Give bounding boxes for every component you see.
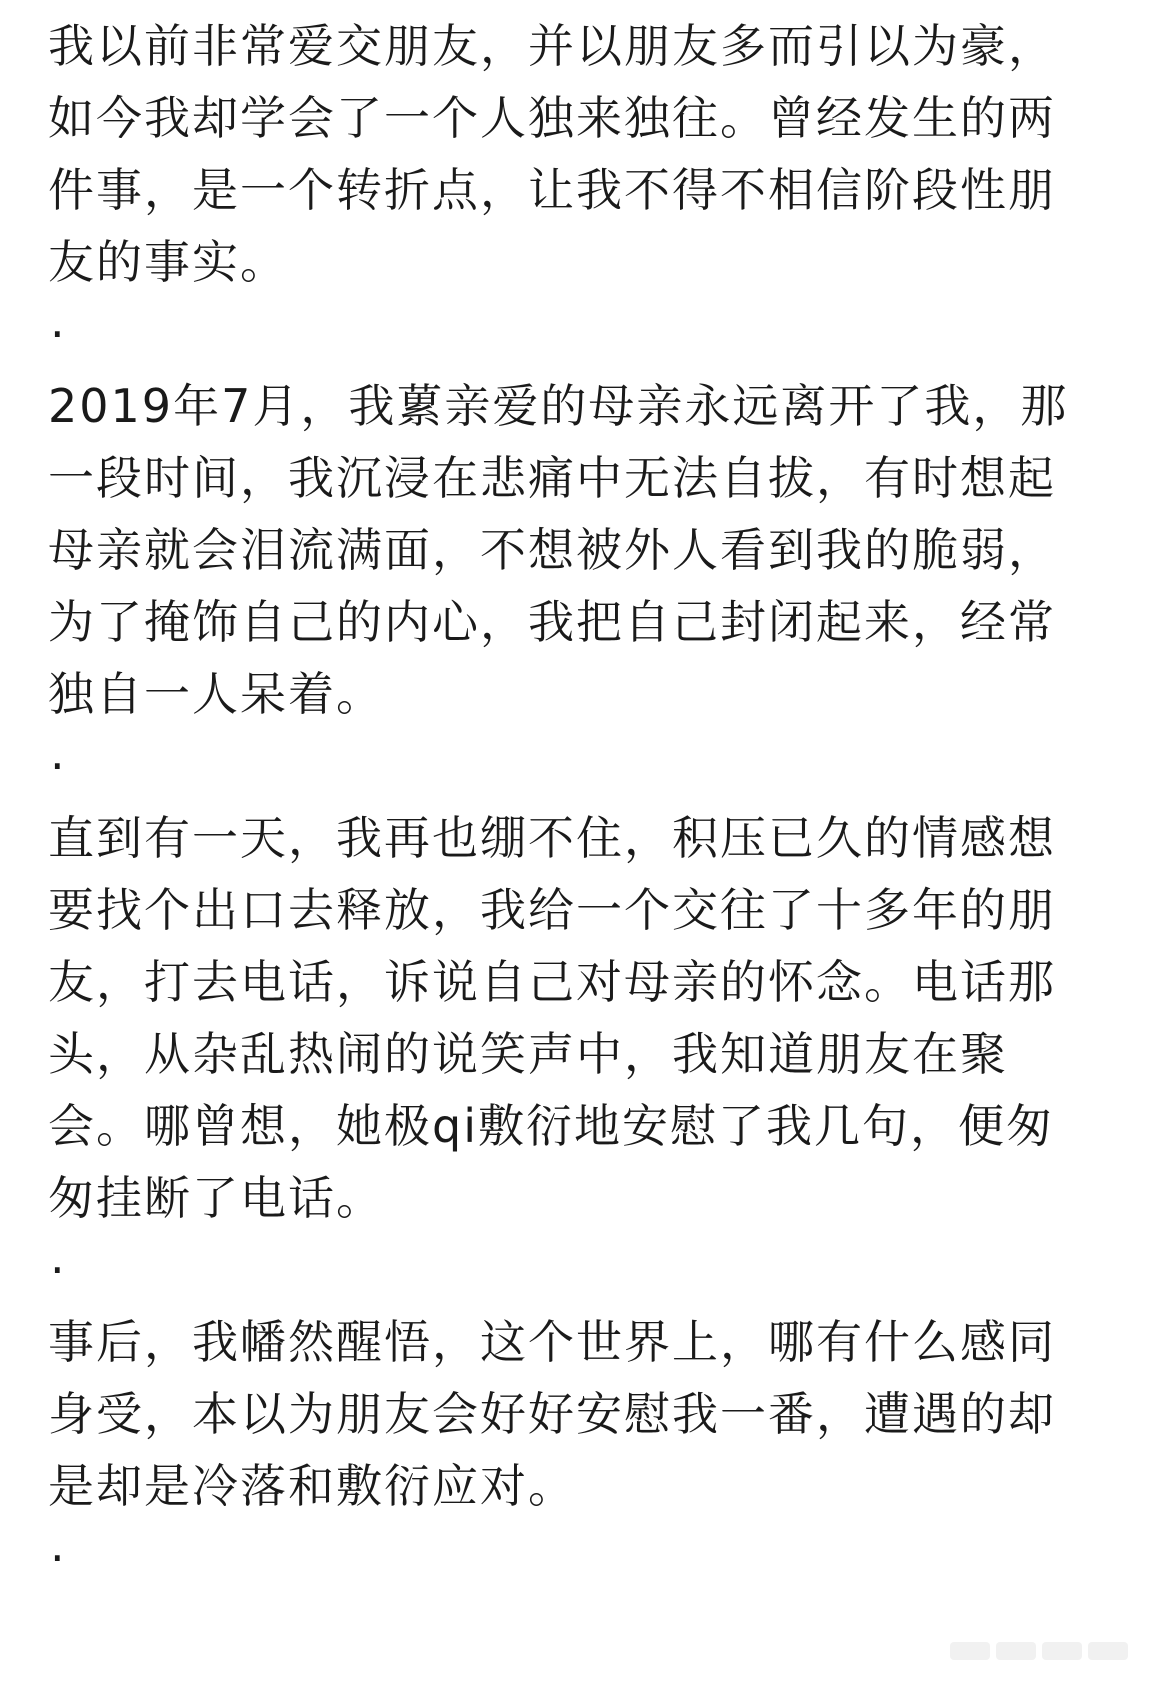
separator-dot: · bbox=[50, 1243, 65, 1297]
watermark-mark bbox=[1042, 1642, 1082, 1660]
separator-dot: · bbox=[50, 1531, 65, 1585]
watermark-mark bbox=[950, 1642, 990, 1660]
watermark-mark bbox=[1088, 1642, 1128, 1660]
watermark bbox=[950, 1642, 1128, 1660]
paragraph-1: 我以前非常爱交朋友，并以朋友多而引以为豪，如今我却学会了一个人独来独往。曾经发生的两件事，是一个转折点，让我不得不相信阶段性朋友的事实。 bbox=[48, 19, 1056, 289]
separator-dot: · bbox=[50, 307, 65, 361]
paragraph-2: 2019年7月，我蔂亲爱的母亲永远离开了我，那一段时间，我沉浸在悲痛中无法自拔，有时想起母亲就会泪流满面，不想被外人看到我的脆弱，为了掩饰自己的内心，我把自己封闭起来，经常独自一人呆着。 bbox=[48, 379, 1069, 721]
watermark-mark bbox=[996, 1642, 1036, 1660]
article-body bbox=[48, 10, 1080, 1594]
separator-dot: · bbox=[50, 739, 65, 793]
paragraph-4: 事后，我幡然醒悟，这个世界上，哪有什么感同身受，本以为朋友会好好安慰我一番，遭遇的却是却是冷落和敷衍应对。 bbox=[48, 1315, 1056, 1513]
paragraph-3: 直到有一天，我再也绷不住，积压已久的情感想要找个出口去释放，我给一个交往了十多年的朋友，打去电话，诉说自己对母亲的怀念。电话那头，从杂乱热闹的说笑声中，我知道朋友在聚会。哪曾想，她极qi敷衍地安慰了我几句，便匆匆挂断了电话。 bbox=[48, 811, 1056, 1225]
